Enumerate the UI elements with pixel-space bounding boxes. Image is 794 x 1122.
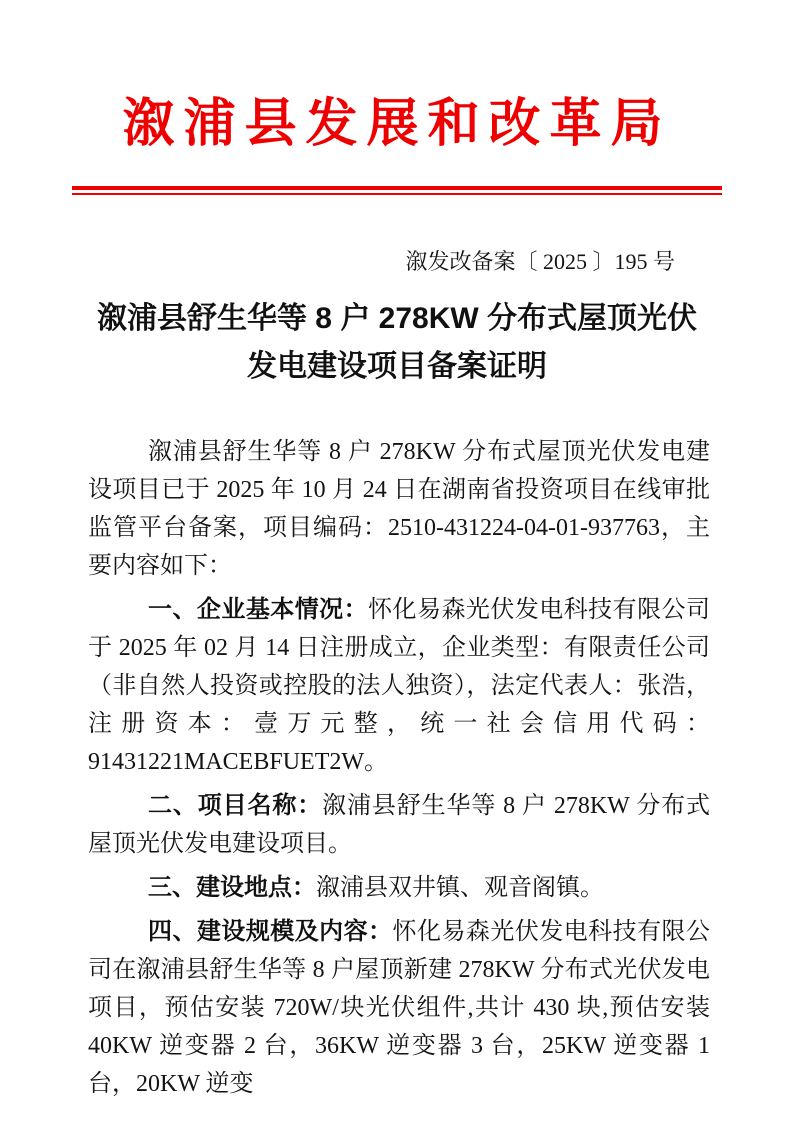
document-title-line-1: 溆浦县舒生华等 8 户 278KW 分布式屋顶光伏 [96,302,698,335]
document-title-line-2: 发电建设项目备案证明 [247,350,547,383]
document-number: 溆发改备案〔 2025 〕195 号 [405,249,675,274]
section-3-text: 溆浦县双井镇、观音阁镇。 [316,875,604,901]
agency-letterhead: 溆浦县发展和改革局 [122,95,672,153]
paragraph-section-2-project-name [88,787,710,863]
section-1-heading: 一、企业基本情况： [148,596,369,623]
divider-thick-line [72,186,722,190]
section-2-heading: 二、项目名称： [148,792,323,819]
paragraph-intro [88,433,710,585]
paragraph-section-4-scale-content [88,913,710,1103]
section-1-text: 怀化易森光伏发电科技有限公司于 2025 年 02 月 14 日注册成立，企业类型：有限责任公司（非自然人投资或控股的法人独资），法定代表人：张浩，注册资本：壹万元整，统一社会信用代码：91431221MACEBFUET2W。 [88,597,711,775]
paragraph-section-1-company-info [88,591,710,781]
document-body [0,433,794,1103]
section-4-heading: 四、建设规模及内容： [148,918,393,945]
section-2-text: 溆浦县舒生华等 8 户 278KW 分布式屋顶光伏发电建设项目。 [88,793,710,857]
paragraph-intro-text: 溆浦县舒生华等 8 户 278KW 分布式屋顶光伏发电建设项目已于 2025 年 10 月 24 日在湖南省投资项目在线审批监管平台备案，项目编码：2510-431224-04-01-937763，主要内容如下： [88,439,710,579]
section-4-text: 怀化易森光伏发电科技有限公司在溆浦县舒生华等 8 户屋顶新建 278KW 分布式光伏发电项目，预估安装 720W/块光伏组件,共计 430 块,预估安装 40KW 逆变器 2 台，36KW 逆变器 3 台，25KW 逆变器 1 台，20KW 逆变 [88,919,711,1097]
paragraph-section-3-location [88,869,710,907]
divider-thin-line [72,193,722,195]
red-double-divider [72,186,722,195]
section-3-heading: 三、建设地点： [148,874,316,901]
document-title [40,295,754,391]
